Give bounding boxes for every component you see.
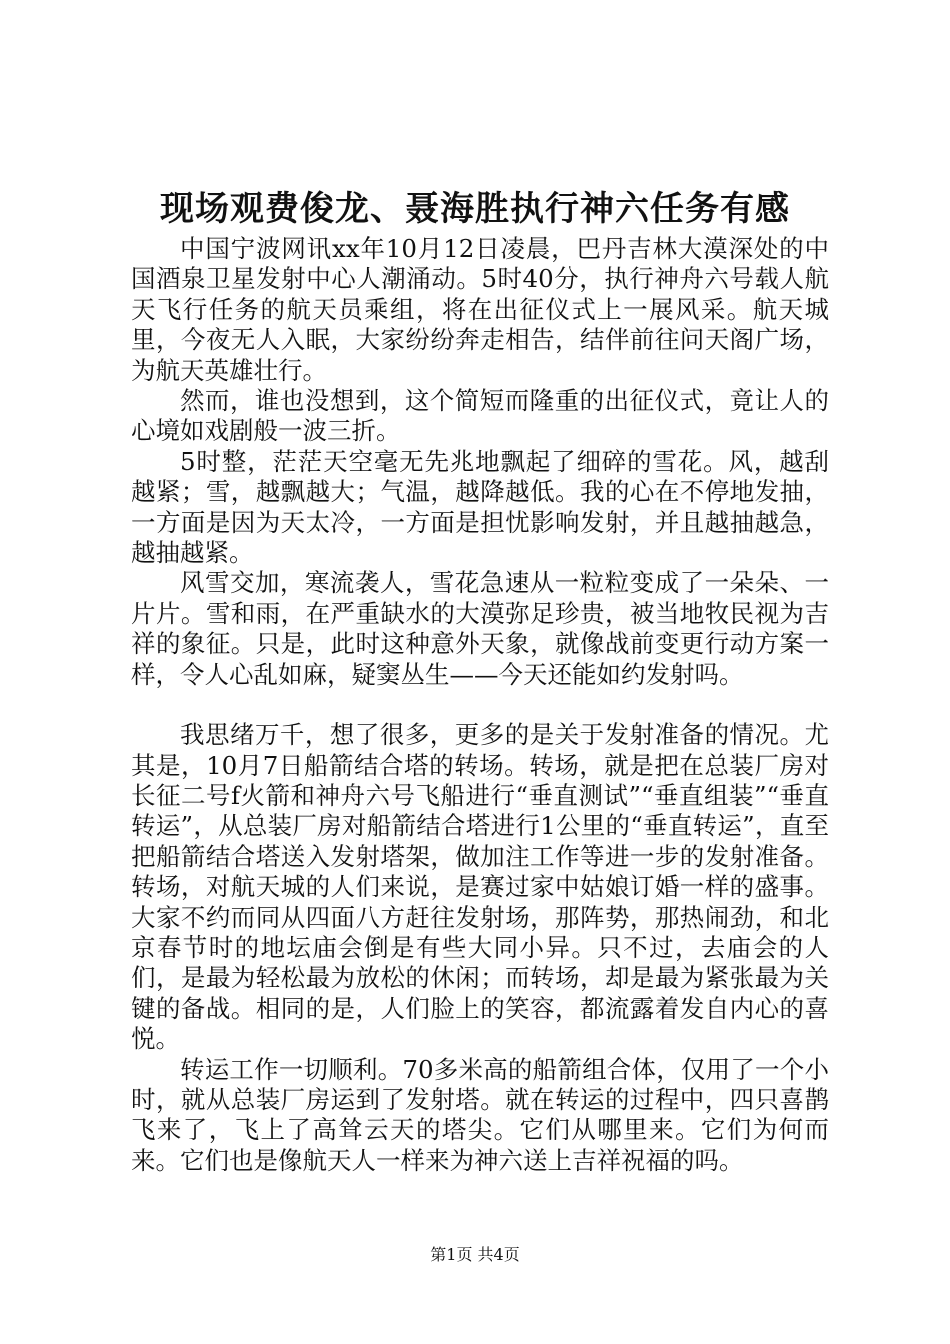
paragraph-1: 中国宁波网讯xx年10月12日凌晨，巴丹吉林大漠深处的中国酒泉卫星发射中心人潮涌动。5时40分，执行神舟六号载人航天飞行任务的航天员乘组，将在出征仪式上一展风采。航天城里，今夜无人入眠，大家纷纷奔走相告，结伴前往问天阁广场，为航天英雄壮行。 bbox=[131, 234, 829, 385]
document-title: 现场观费俊龙、聂海胜执行神六任务有感 bbox=[160, 189, 790, 229]
paragraph-2: 然而，谁也没想到，这个简短而隆重的出征仪式，竟让人的心境如戏剧般一波三折。 bbox=[131, 386, 829, 446]
document-body bbox=[131, 234, 829, 1176]
paragraph-5: 我思绪万千，想了很多，更多的是关于发射准备的情况。尤其是，10月7日船箭结合塔的转场。转场，就是把在总装厂房对长征二号f火箭和神舟六号飞船进行“垂直测试”“垂直组装”“垂直转运”，从总装厂房对船箭结合塔进行1公里的“垂直转运”，直至把船箭结合塔送入发射塔架，做加注工作等进一步的发射准备。转场，对航天城的人们来说，是赛过家中姑娘订婚一样的盛事。大家不约而同从四面八方赶往发射场，那阵势，那热闹劲，和北京春节时的地坛庙会倒是有些大同小异。只不过，去庙会的人们，是最为轻松最为放松的休闲；而转场，却是最为紧张最为关键的备战。相同的是，人们脸上的笑容，都流露着发自内心的喜悦。 bbox=[131, 720, 829, 1054]
paragraph-4: 风雪交加，寒流袭人，雪花急速从一粒粒变成了一朵朵、一片片。雪和雨，在严重缺水的大漠弥足珍贵，被当地牧民视为吉祥的象征。只是，此时这种意外天象，就像战前变更行动方案一样，令人心乱如麻，疑窦丛生——今天还能如约发射吗。 bbox=[131, 568, 829, 689]
paragraph-6: 转运工作一切顺利。70多米高的船箭组合体，仅用了一个小时，就从总装厂房运到了发射塔。就在转运的过程中，四只喜鹊飞来了，飞上了高耸云天的塔尖。它们从哪里来。它们为何而来。它们也是像航天人一样来为神六送上吉祥祝福的吗。 bbox=[131, 1054, 829, 1175]
paragraph-3: 5时整，茫茫天空毫无先兆地飘起了细碎的雪花。风，越刮越紧；雪，越飘越大；气温，越降越低。我的心在不停地发抽，一方面是因为天太冷，一方面是担忧影响发射，并且越抽越急，越抽越紧。 bbox=[131, 446, 829, 568]
page-number-footer: 第1页 共4页 bbox=[430, 1245, 520, 1264]
